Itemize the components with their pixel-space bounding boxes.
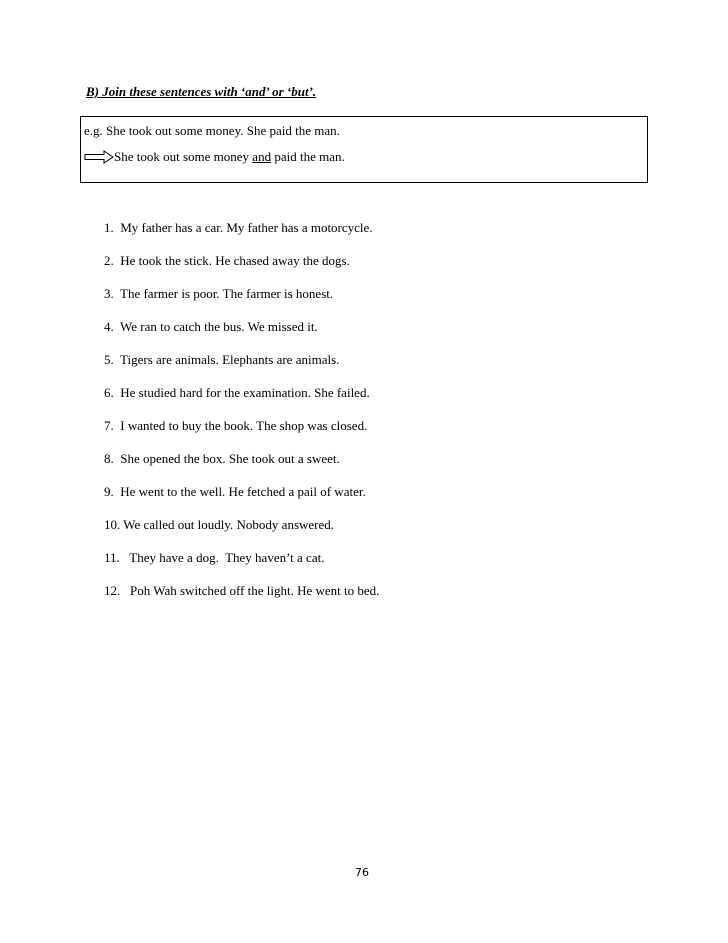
example-joined-conjunction: and xyxy=(252,149,272,164)
exercise-item-11 xyxy=(104,549,379,582)
item-text: We ran to catch the bus. We missed it. xyxy=(120,319,318,334)
item-number: 8. xyxy=(104,451,114,466)
item-text: My father has a car. My father has a motorcycle. xyxy=(120,220,373,235)
item-number: 9. xyxy=(104,484,114,499)
item-number: 1. xyxy=(104,220,114,235)
exercise-item-12 xyxy=(104,582,379,615)
exercise-item-4 xyxy=(104,318,379,351)
exercise-item-2 xyxy=(104,252,379,285)
exercise-item-8 xyxy=(104,450,379,483)
item-text: Tigers are animals. Elephants are animals. xyxy=(120,352,340,367)
item-gap xyxy=(120,550,130,565)
exercise-item-1 xyxy=(104,219,379,252)
item-text: The farmer is poor. The farmer is honest. xyxy=(120,286,334,301)
item-text: He studied hard for the examination. She failed. xyxy=(120,385,370,400)
example-box xyxy=(80,116,648,183)
exercise-item-6 xyxy=(104,384,379,417)
item-text: They have a dog. They haven’t a cat. xyxy=(129,550,325,565)
right-arrow-outline-icon xyxy=(84,150,114,164)
exercise-list xyxy=(104,219,379,615)
exercise-item-5 xyxy=(104,351,379,384)
example-line-joined xyxy=(84,149,345,165)
item-number: 11. xyxy=(104,550,120,565)
item-number: 2. xyxy=(104,253,114,268)
item-text: We called out loudly. Nobody answered. xyxy=(123,517,335,532)
item-gap xyxy=(120,583,130,598)
item-number: 10. xyxy=(104,517,121,532)
item-text: He took the stick. He chased away the dogs. xyxy=(120,253,350,268)
item-number: 7. xyxy=(104,418,114,433)
exercise-item-7 xyxy=(104,417,379,450)
exercise-item-10 xyxy=(104,516,379,549)
example-line-original: e.g. She took out some money. She paid the man. xyxy=(84,123,340,138)
item-number: 4. xyxy=(104,319,114,334)
exercise-item-9 xyxy=(104,483,379,516)
item-number: 12. xyxy=(104,583,121,598)
exercise-heading: B) Join these sentences with ‘and’ or ‘but’. xyxy=(86,84,317,99)
item-number: 6. xyxy=(104,385,114,400)
item-text: Poh Wah switched off the light. He went to bed. xyxy=(130,583,380,598)
item-text: He went to the well. He fetched a pail of water. xyxy=(120,484,366,499)
exercise-item-3 xyxy=(104,285,379,318)
item-number: 3. xyxy=(104,286,114,301)
example-joined-suffix: paid the man. xyxy=(271,149,345,164)
page-number: 76 xyxy=(355,866,369,879)
item-text: I wanted to buy the book. The shop was closed. xyxy=(120,418,368,433)
item-number: 5. xyxy=(104,352,114,367)
example-joined-prefix: She took out some money xyxy=(114,149,253,164)
item-text: She opened the box. She took out a sweet. xyxy=(120,451,340,466)
